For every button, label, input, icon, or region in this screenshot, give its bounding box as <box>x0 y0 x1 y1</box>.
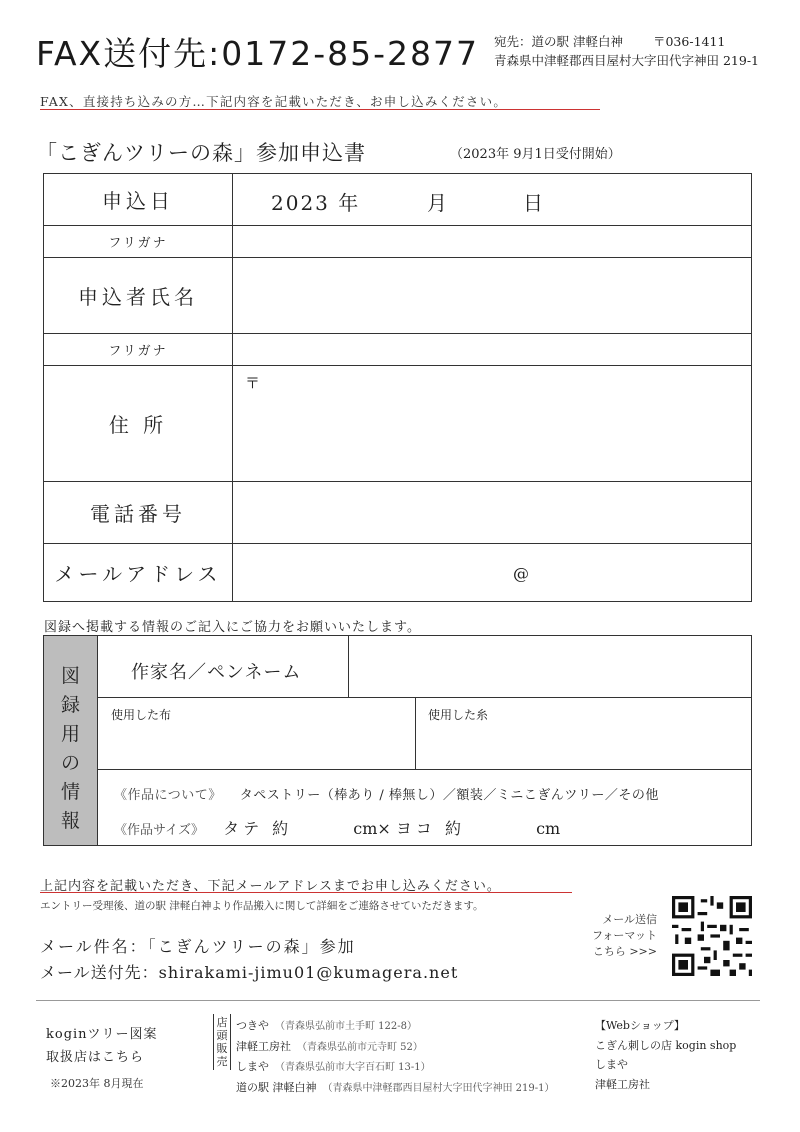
catalog-intro: 図録へ掲載する情報のご記入にご協力をお願いいたします。 <box>44 620 421 635</box>
catalog-side-label <box>44 636 98 845</box>
work-size-key: 《作品サイズ》 <box>114 823 204 838</box>
storefront-char: 店 <box>216 1016 228 1029</box>
shop-item <box>236 1016 555 1037</box>
shops-title <box>46 1023 158 1069</box>
qr-caption-line: こちら >>> <box>592 945 657 958</box>
notice-underline <box>40 109 600 110</box>
date-label: 申込日 <box>44 174 233 226</box>
side-char: 図 <box>60 665 80 687</box>
shop-item <box>236 1078 555 1099</box>
web-shop-item[interactable]: こぎん刺しの店 kogin shop <box>595 1038 737 1052</box>
name-field[interactable] <box>233 258 752 334</box>
catalog-section <box>43 635 752 846</box>
form-subtitle: （2023年 9月1日受付開始） <box>450 147 621 162</box>
storefront-char: 頭 <box>216 1029 228 1042</box>
furigana-label-1: フリガナ <box>44 226 233 258</box>
email-label: メールアドレス <box>44 544 233 602</box>
fax-number-title: FAX送付先:0172-85-2877 <box>36 34 480 73</box>
entry-note: エントリー受理後、道の駅 津軽白神より作品搬入に関して詳細をご連絡させていただきます。 <box>40 900 484 912</box>
thread-field[interactable] <box>416 698 751 770</box>
shops-title-line: koginツリー図案 <box>46 1027 158 1042</box>
cloth-field[interactable] <box>97 698 416 770</box>
pen-name-field[interactable] <box>349 636 751 698</box>
date-month: 月 <box>427 191 447 215</box>
recipient-street: 青森県中津軽郡西目屋村大字田代字神田 219-1 <box>494 53 760 68</box>
size-unit-1: cm× <box>353 819 391 838</box>
form-title: 「こぎんツリーの森」参加申込書 <box>36 141 366 165</box>
phone-label: 電話番号 <box>44 482 233 544</box>
shop-address: （青森県中津軽郡西目屋村大字田代字神田 219-1） <box>322 1082 555 1094</box>
name-furigana-field[interactable] <box>233 226 752 258</box>
side-char: 録 <box>60 694 80 716</box>
shop-item <box>236 1057 555 1078</box>
footer-divider <box>36 1000 760 1001</box>
shops-note: ※2023年 8月現在 <box>50 1077 144 1090</box>
email-notice: 上記内容を記載いただき、下記メールアドレスまでお申し込みください。 <box>40 879 501 894</box>
qr-caption <box>583 912 657 960</box>
date-year: 2023 年 <box>271 191 361 215</box>
shop-item <box>236 1037 555 1058</box>
shop-address: （青森県弘前市土手町 122-8） <box>275 1021 418 1032</box>
postal-code: 〒036-1411 <box>652 34 726 49</box>
shop-address: （青森県弘前市大字百石町 13-1） <box>275 1062 431 1073</box>
shop-name: つきや <box>236 1019 269 1032</box>
size-tate: タテ 約 <box>223 819 293 838</box>
name-label: 申込者氏名 <box>44 258 233 334</box>
fax-notice: FAX、直接持ち込みの方…下記内容を記載いただき、お申し込みください。 <box>40 94 508 109</box>
mail-address[interactable]: メール送付先：shirakami-jimu01@kumagera.net <box>40 963 459 982</box>
email-at: @ <box>513 564 529 583</box>
side-char: 報 <box>60 810 80 832</box>
thread-label: 使用した糸 <box>428 708 489 722</box>
web-shop-item[interactable]: しまや <box>595 1058 628 1071</box>
recipient-address <box>494 32 759 70</box>
size-yoko: ヨコ 約 <box>395 819 465 838</box>
shop-name: しまや <box>236 1060 269 1073</box>
qr-code-icon[interactable] <box>672 896 752 976</box>
date-day: 日 <box>523 191 543 215</box>
side-char: の <box>60 752 80 774</box>
qr-caption-line: メール送信 <box>602 913 657 926</box>
side-char: 情 <box>60 781 80 803</box>
shop-name: 道の駅 津軽白神 <box>236 1080 317 1094</box>
email-field[interactable] <box>233 544 752 602</box>
date-field[interactable] <box>233 174 752 226</box>
email-notice-underline <box>40 892 572 893</box>
address-label: 住 所 <box>44 366 233 482</box>
application-table <box>43 173 752 602</box>
address-furigana-field[interactable] <box>233 334 752 366</box>
pen-name-label: 作家名／ペンネーム <box>97 636 349 698</box>
web-shop-item[interactable]: 津軽工房社 <box>595 1077 650 1091</box>
shop-name: 津軽工房社 <box>236 1039 291 1053</box>
address-field[interactable] <box>233 366 752 482</box>
catalog-side-text <box>44 662 97 836</box>
work-type-key: 《作品について》 <box>114 788 222 803</box>
web-shops <box>595 1016 736 1094</box>
phone-field[interactable] <box>233 482 752 544</box>
web-shop-title: 【Webショップ】 <box>595 1019 685 1032</box>
qr-caption-line: フォーマット <box>591 929 657 942</box>
storefront-char: 売 <box>216 1055 228 1068</box>
storefront-char: 販 <box>216 1042 228 1055</box>
postal-mark: 〒 <box>245 374 261 392</box>
size-unit-2: cm <box>536 819 561 838</box>
shop-list <box>236 1016 555 1098</box>
work-type-options[interactable]: タペストリー（棒あり / 棒無し）／額装／ミニこぎんツリー／その他 <box>239 788 659 803</box>
storefront-label <box>213 1014 231 1070</box>
side-char: 用 <box>60 723 80 745</box>
shops-title-line: 取扱店はこちら <box>46 1050 145 1065</box>
recipient-name: 宛先：道の駅 津軽白神 <box>494 34 623 49</box>
mail-subject: メール件名：「こぎんツリーの森」参加 <box>40 937 356 956</box>
work-type-row <box>114 784 659 803</box>
cloth-label: 使用した布 <box>111 708 172 722</box>
shop-address: （青森県弘前市元寺町 52） <box>297 1041 423 1053</box>
furigana-label-2: フリガナ <box>44 334 233 366</box>
work-size-row <box>114 816 560 839</box>
